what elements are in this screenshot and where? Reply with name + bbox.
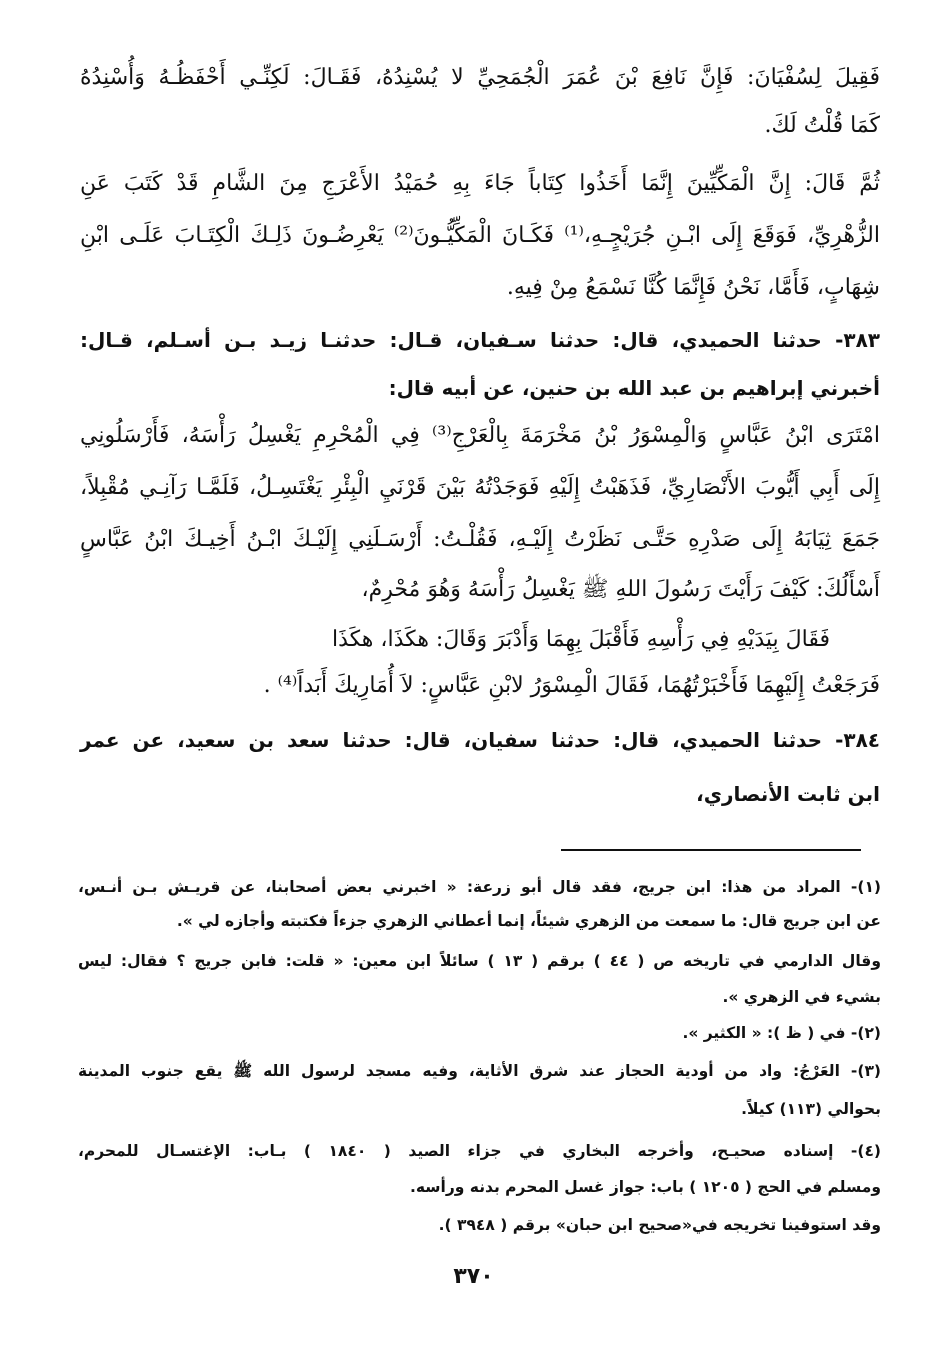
page-number: ٣٧٠ [453,1264,494,1289]
footnote-2: (٢)- في ( ظ ): « الكثير ». [682,1024,881,1042]
hadith-383-line-1: ٣٨٣- حدثنا الحميدي، قال: حدثنا سـفيان، قـال: حدثنـا زيـد بـن أسـلم، قـال: [80,328,880,352]
footnote-4-line-1: (٤)- إسناده صحيـح، وأخرجه البخاري في جزاء الصيد ( ١٨٤٠ ) بـاب: الإغتسـال للمحرم، [78,1142,881,1160]
body-line-11: أَسْأَلُكَ: كَيْفَ رَأَيْتَ رَسُولَ اللهِ ﷺ يَغْسِلُ رَأْسَهُ وَهُوَ مُحْرِمٌ، [361,577,880,602]
footnote-1-line-2: عن ابن جريج قال: ما سمعت من الزهري شيئاً، إنما أعطاني الزهري جزءاً فكتبته وأجازه لي ». [176,912,881,930]
body-line-12: فَقَالَ بِيَدَيْهِ فِي رَأْسِهِ فَأَقْبَلَ بِهِمَا وَأَدْبَرَ وَقَالَ: هكَذَا، هكَذَا [332,627,830,652]
body-line-10: جَمَعَ ثِيَابَهُ إِلَى صَدْرِهِ حَتَّـى نَظَرْتُ إِلَيْـهِ، فَقُلْـتُ: أَرْسَـلَنِي إِلَيْـكَ ابْـنُ أَخِيـكَ ابْنُ عَبَّاسٍ [80,527,880,552]
footnote-3-line-2: بحوالي (١١٣) كيلاً. [741,1100,881,1118]
body-line-1: فَقِيلَ لِسُفْيَانَ: فَإِنَّ نَافِعَ بْنَ عُمَرَ الْجُمَحِيِّ لا يُسْنِدُهُ، فَقَـالَ: لَكِنِّـي أَحْفَظُـهُ وَأُسْنِدُهُ [80,65,880,90]
body-line-3: ثُمَّ قَالَ: إِنَّ الْمَكِّيِّينَ إِنَّمَا أَخَذُوا كِتَاباً جَاءَ بِهِ حُمَيْدُ الأَعْرَجِ مِنَ الشَّامِ قَدْ كَتَبَ عَنِ [80,171,880,196]
footnote-1-line-4: بشيء في الزهري ». [722,988,881,1006]
footnote-1-line-3: وقال الدارمي في تاريخه ص ( ٤٤ ) برقم ( ١٣ ) سائلاً ابن معين: « قلت: فابن جريج ؟ فقال: ليس [78,952,881,970]
body-line-13: فَرَجَعْتُ إِلَيْهِمَا فَأَخْبَرْتُهُمَا، فَقَالَ الْمِسْوَرُ لابْنِ عَبَّاسٍ: لاَ أُمَارِيكَ أَبَداً⁽⁴⁾ . [263,673,880,698]
footnote-3-line-1: (٣)- العَرْجُ: واد من أودية الحجاز عند شرق الأثاية، وفيه مسجد لرسول الله ﷺ يقع جنوب المدينة [78,1062,881,1080]
hadith-384-line-2: ابن ثابت الأنصاري، [696,782,880,806]
footnote-4-line-2: ومسلم في الحج ( ١٢٠٥ ) باب: جواز غسل المحرم بدنه ورأسه. [410,1178,881,1196]
footnote-separator [561,849,861,851]
footnote-1-line-1: (١)- المراد من هذا: ابن جريج، فقد قال أبو زرعة: « اخبرني بعض أصحابنا، عن قريـش بـن أنـس، [78,878,881,896]
body-line-9: إِلَى أَبِي أَيُّوبَ الأَنْصَارِيِّ، فَذَهَبْتُ إِلَيْهِ فَوَجَدْتُهُ بَيْنَ قَرْنَيِ الْبِئْرِ يَغْتَسِـلُ، فَلَمَّـا رَآنِـي مُقْبِلاً، [80,475,880,500]
hadith-383-line-2: أخبرني إبراهيم بن عبد الله بن حنين، عن أبيه قال: [388,376,880,400]
body-line-5: شِهَابٍ، فَأَمَّا، نَحْنُ فَإِنَّمَا كُنَّا نَسْمَعُ مِنْ فِيهِ. [506,275,880,300]
hadith-384-line-1: ٣٨٤- حدثنا الحميدي، قال: حدثنا سفيان، قال: حدثنا سعد بن سعيد، عن عمر [80,728,880,752]
body-line-2: كَمَا قُلْتُ لَكَ. [764,113,880,138]
body-line-8: امْتَرَى ابْنُ عَبَّاسٍ وَالْمِسْوَرُ بْنُ مَخْرَمَةَ بِالْعَرْجِ⁽³⁾ فِي الْمُحْرِمِ يَغْسِلُ رَأْسَهُ، فَأَرْسَلُونِي [80,423,880,448]
footnote-4-line-3: وقد استوفينا تخريجه في«صحيح ابن حبان» برقم ( ٣٩٤٨ ). [438,1216,881,1234]
body-line-4: الزُّهْرِيِّ، فَوَقَعَ إِلَى ابْـنِ جُرَيْجٍـهِ،⁽¹⁾ فَكَـانَ الْمَكِّيُّـونَ⁽²⁾ يَعْرِضُـونَ ذَلِـكَ الْكِتَـابَ عَلَـى ابْنِ [80,223,880,248]
